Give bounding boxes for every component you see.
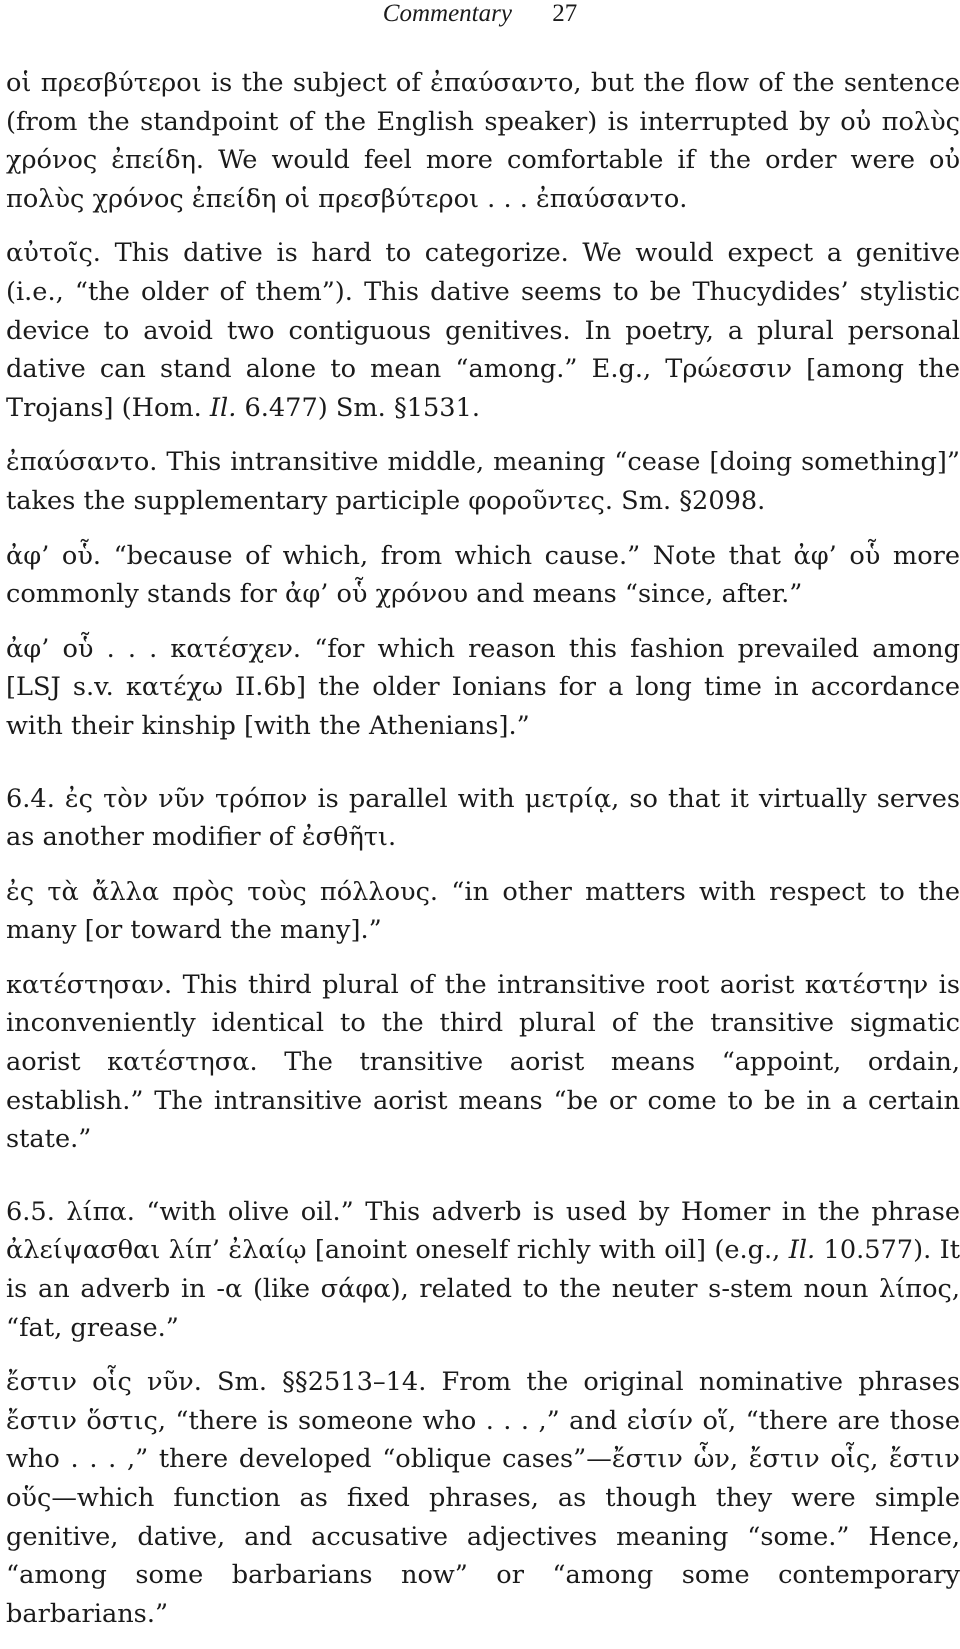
greek-phrase: οὐ πολὺς χρόνος ἐπείδη xyxy=(6,106,960,176)
greek-phrase: ἀφ’ οὗ xyxy=(793,540,881,571)
note-paragraph xyxy=(6,780,960,857)
note-text: ), related to the neuter s-stem noun xyxy=(390,1274,880,1305)
greek-phrase: ἔστιν ὅστις xyxy=(6,1405,158,1436)
greek-ending: -α xyxy=(216,1274,243,1305)
section-number: 6.4. xyxy=(6,783,55,814)
note-paragraph xyxy=(6,630,960,746)
note-text: [among the Trojans] (Hom. xyxy=(6,354,960,423)
page-number: 27 xyxy=(552,0,578,27)
note-text xyxy=(55,784,65,814)
note-text: 10.577). It is an adverb in xyxy=(6,1235,960,1305)
note-paragraph xyxy=(6,1363,960,1633)
greek-lemma: ἀφ’ οὗ . . . κατέσχεν xyxy=(6,633,293,664)
note-paragraph xyxy=(6,443,960,520)
note-text: —which function as fixed phrases, as though they were simple genitive, dative, and accusative adjectives meaning “some.” Hence, “among some barbarians now” or “among some contemporary barbarians.” xyxy=(6,1483,960,1629)
note-paragraph xyxy=(6,64,960,218)
note-text: 6.477) Sm. §1531. xyxy=(236,392,481,423)
note-text: , but the flow of the sentence (from the standpoint of the English speaker) is interrupted by xyxy=(6,68,960,137)
note-paragraph xyxy=(6,234,960,427)
greek-phrase: οὐ πολὺς χρόνος ἐπείδη οἱ πρεσβύτεροι . . . ἐπαύσαντο xyxy=(6,145,960,214)
greek-lemma: κατέστησαν xyxy=(6,969,164,1000)
note-text: . “for which reason this fashion prevailed among [LSJ s.v. xyxy=(6,633,960,703)
note-paragraph xyxy=(6,966,960,1159)
greek-word: λίπος xyxy=(879,1274,952,1305)
note-text: . Sm. §2098. xyxy=(604,485,766,516)
greek-lemma: αὐτοῖς xyxy=(6,238,93,269)
note-text: is the subject of xyxy=(201,68,431,98)
greek-phrase: ἀλείψασθαι λίπ’ ἐλαίῳ xyxy=(6,1235,307,1266)
note-text: . “with olive oil.” This adverb is used by Homer in the phrase xyxy=(126,1196,960,1227)
note-text: . “because of which, from which cause.” Note that xyxy=(92,540,794,571)
note-text: . xyxy=(679,183,688,214)
section-number: 6.5. xyxy=(6,1196,55,1227)
note-text: is inconveniently identical to the third plural of the transitive sigmatic aorist xyxy=(6,969,960,1078)
greek-phrase: εἰσίν οἵ xyxy=(626,1405,728,1436)
running-header xyxy=(0,0,960,36)
note-text: . This intransitive middle, meaning “cease [doing something]” takes the supplementary participle xyxy=(6,447,960,516)
note-paragraph xyxy=(6,1193,960,1347)
note-text: , so that it virtually serves as another modifier of xyxy=(6,783,960,853)
note-text: . “in other matters with respect to the many [or toward the many].” xyxy=(6,876,960,946)
note-text: . Sm. §§2513–14. From the original nominative phrases xyxy=(193,1367,960,1398)
greek-word: ἐπαύσαντο xyxy=(430,68,574,98)
greek-lemma: λίπα xyxy=(66,1196,127,1227)
greek-lemma: ἔστιν οἷς νῦν xyxy=(6,1367,194,1398)
greek-word: Τρώεσσιν xyxy=(665,354,793,385)
note-text: , “there are those who . . . ,” there developed “oblique cases”— xyxy=(6,1405,960,1475)
note-text: , “fat, grease.” xyxy=(6,1274,960,1343)
note-text: II.6b] the older Ionians for a long time in accordance with their kinship [with the Athenians].” xyxy=(6,672,960,741)
greek-word: κατέχω xyxy=(125,672,223,703)
note-text: . This dative is hard to categorize. We would expect a genitive (i.e., “the older of them”). This dative seems to be Thucydides’ stylistic device to avoid two contiguous genitives. In poetry, a plural personal dative can stand alone to mean “among.” E.g., xyxy=(6,238,960,385)
greek-word: μετρίᾳ xyxy=(524,783,612,814)
note-text: and means “since, after.” xyxy=(468,579,803,610)
greek-word: κατέστην xyxy=(804,969,929,1000)
greek-word: κατέστησα xyxy=(107,1047,250,1078)
note-text: is parallel with xyxy=(307,783,525,814)
greek-phrase: ἀφ’ οὗ χρόνου xyxy=(285,579,469,610)
note-text: . The transitive aorist means “appoint, ordain, establish.” The intransitive aorist means “be or come to be in a certain state.” xyxy=(6,1047,960,1155)
greek-lemma: ἐς τὰ ἄλλα πρὸς τοὺς πόλλους xyxy=(6,876,430,907)
greek-word: ἐσθῆτι xyxy=(301,822,388,853)
work-abbreviation: Il. xyxy=(788,1235,816,1266)
note-text: [anoint oneself richly with oil] (e.g., xyxy=(306,1235,789,1266)
greek-lemma: ἀφ’ οὗ xyxy=(6,540,93,571)
note-text xyxy=(55,1197,67,1227)
note-text: , “there is someone who . . . ,” and xyxy=(157,1405,627,1436)
greek-word: σάφα xyxy=(320,1274,391,1305)
greek-word: φοροῦντες xyxy=(468,485,605,516)
note-paragraph xyxy=(6,537,960,614)
greek-lemma: ἐπαύσαντο xyxy=(6,447,150,478)
running-title: Commentary xyxy=(382,0,512,27)
note-paragraph xyxy=(6,873,960,950)
commentary-body xyxy=(6,64,960,1649)
note-text: . This third plural of the intransitive root aorist xyxy=(163,969,805,1000)
note-text: . We would feel more comfortable if the order were xyxy=(195,145,930,176)
greek-phrase: ἔστιν ὧν, ἔστιν οἷς, ἔστιν οὕς xyxy=(6,1444,960,1513)
work-abbreviation: Il. xyxy=(209,392,237,423)
note-text: . xyxy=(387,822,397,853)
greek-lemma: οἱ πρεσβύτεροι xyxy=(6,68,202,98)
note-text: more commonly stands for xyxy=(6,540,960,610)
note-text: (like xyxy=(242,1274,321,1305)
greek-lemma: ἐς τὸν νῦν τρόπον xyxy=(64,783,308,814)
